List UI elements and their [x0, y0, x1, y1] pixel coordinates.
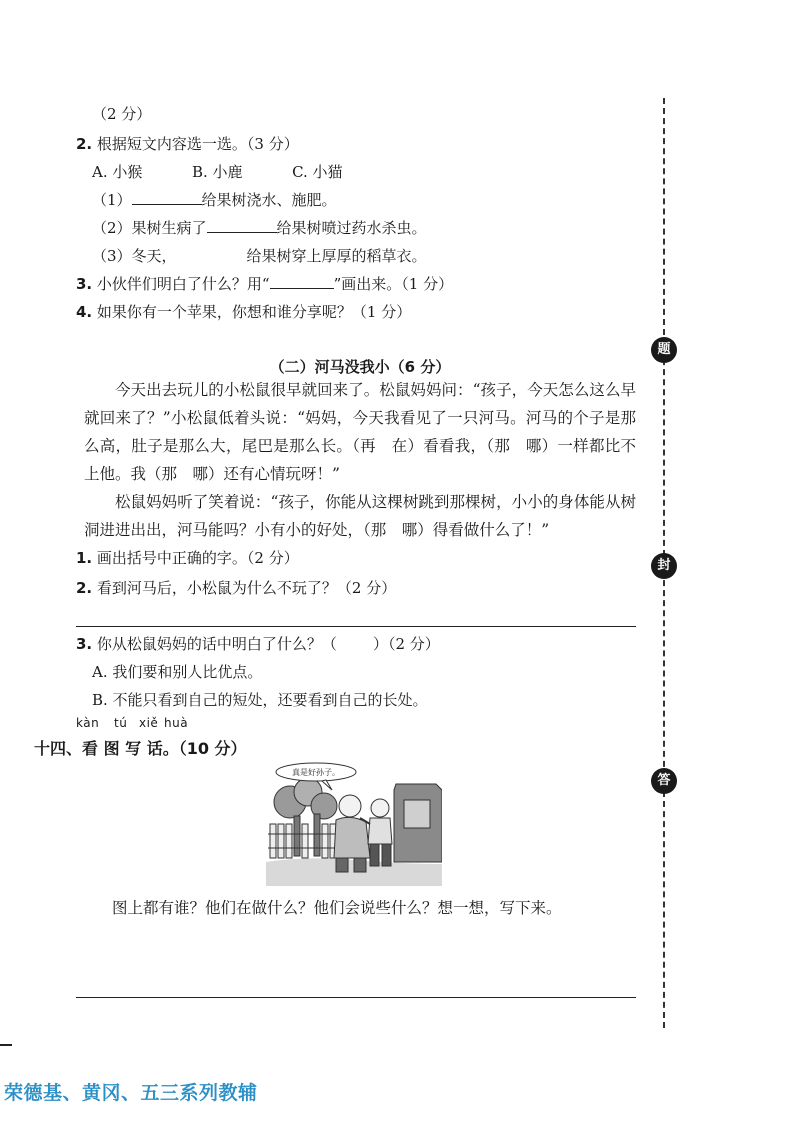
pinyin-syllable: tú: [114, 716, 128, 730]
prev-q2-item-2: [92, 218, 427, 238]
fill-blank[interactable]: [177, 247, 247, 261]
question-number: 3.: [76, 635, 93, 653]
item-suffix: 给果树穿上厚厚的稻草衣。: [246, 247, 427, 265]
question-text: 小伙伴们明白了什么？用“: [96, 275, 270, 293]
question-text: 看到河马后，小松鼠为什么不玩了？（2 分）: [96, 579, 397, 597]
question-text: 根据短文内容选一选。（3 分）: [96, 135, 299, 153]
prev-q2: [76, 134, 299, 154]
option-a: A. 小猴: [92, 163, 143, 181]
s2-q3: [76, 634, 440, 654]
question-text: 如果你有一个苹果，你想和谁分享呢？（1 分）: [96, 303, 412, 321]
margin-tab-2: 封: [651, 553, 677, 579]
prev-score: （2 分）: [92, 105, 152, 123]
story-paragraph-1: 今天出去玩儿的小松鼠很早就回来了。松鼠妈妈问：“孩子，今天怎么这么早就回来了？”小松鼠低着头说：“妈妈，今天我看见了一只河马。河马的个子是那么高，肚子是那么大，尾巴是那么长。（再 在）看看我，（那 哪）一样都比不上他。我（那 哪）还有心情玩呀！”: [84, 381, 636, 483]
prev-q2-options: [92, 162, 343, 182]
question-number: 2.: [76, 579, 93, 597]
pinyin-syllable: kàn: [76, 716, 100, 730]
fill-blank[interactable]: [132, 190, 202, 205]
prev-q3: [76, 274, 453, 294]
margin-tab-1: 题: [651, 337, 677, 363]
illustration-grandpa-and-grandson: [266, 762, 442, 886]
s2-q1: [76, 548, 299, 568]
question-number: 3.: [76, 275, 93, 293]
section-title: （二）河马没我小（6 分）: [269, 358, 451, 376]
story-passage: [84, 376, 636, 544]
s2-q3-option-a: A. 我们要和别人比优点。: [92, 663, 263, 681]
question-text-tail: ”画出来。（1 分）: [333, 275, 454, 293]
crop-mark: [0, 1044, 12, 1046]
section-14-title: 十四、看 图 写 话。（10 分）: [34, 739, 247, 758]
speech-bubble-text: 真是好孙子。: [292, 768, 340, 777]
pinyin-syllable: huà: [164, 716, 189, 730]
writing-line[interactable]: [76, 997, 636, 998]
answer-line[interactable]: [76, 626, 636, 627]
prev-q2-item-3: [92, 246, 427, 266]
s2-q2: [76, 578, 396, 598]
fill-blank[interactable]: [207, 218, 277, 233]
prev-q2-item-1: [92, 190, 337, 210]
question-number: 2.: [76, 135, 93, 153]
item-prefix: （3）冬天，: [92, 247, 177, 265]
answer-paren-blank[interactable]: [337, 635, 373, 649]
fill-blank[interactable]: [270, 274, 334, 289]
item-suffix: 给果树喷过药水杀虫。: [276, 219, 427, 237]
prev-q4: [76, 302, 411, 322]
margin-tab-3: 答: [651, 768, 677, 794]
item-suffix: 给果树浇水、施肥。: [201, 191, 337, 209]
question-text: 画出括号中正确的字。（2 分）: [96, 549, 299, 567]
question-number: 4.: [76, 303, 93, 321]
question-number: 1.: [76, 549, 93, 567]
publisher-footer: 荣德基、黄冈、五三系列教辅: [4, 1082, 258, 1104]
item-prefix: （2）果树生病了: [92, 219, 207, 237]
write-prompt: 图上都有谁？他们在做什么？他们会说些什么？想一想，写下来。: [112, 899, 562, 917]
option-c: C. 小猫: [292, 163, 343, 181]
option-b: B. 小鹿: [191, 163, 243, 181]
question-text-tail: ）（2 分）: [372, 635, 440, 653]
story-paragraph-2: 松鼠妈妈听了笑着说：“孩子，你能从这棵树跳到那棵树，小小的身体能从树洞进进出出，河马能吗？小有小的好处，（那 哪）得看做什么了！”: [84, 493, 636, 539]
pinyin-syllable: xiě: [139, 716, 159, 730]
title-pinyin: [76, 716, 188, 730]
s2-q3-option-b: B. 不能只看到自己的短处，还要看到自己的长处。: [92, 691, 428, 709]
item-prefix: （1）: [92, 191, 132, 209]
question-text: 你从松鼠妈妈的话中明白了什么？（: [96, 635, 337, 653]
